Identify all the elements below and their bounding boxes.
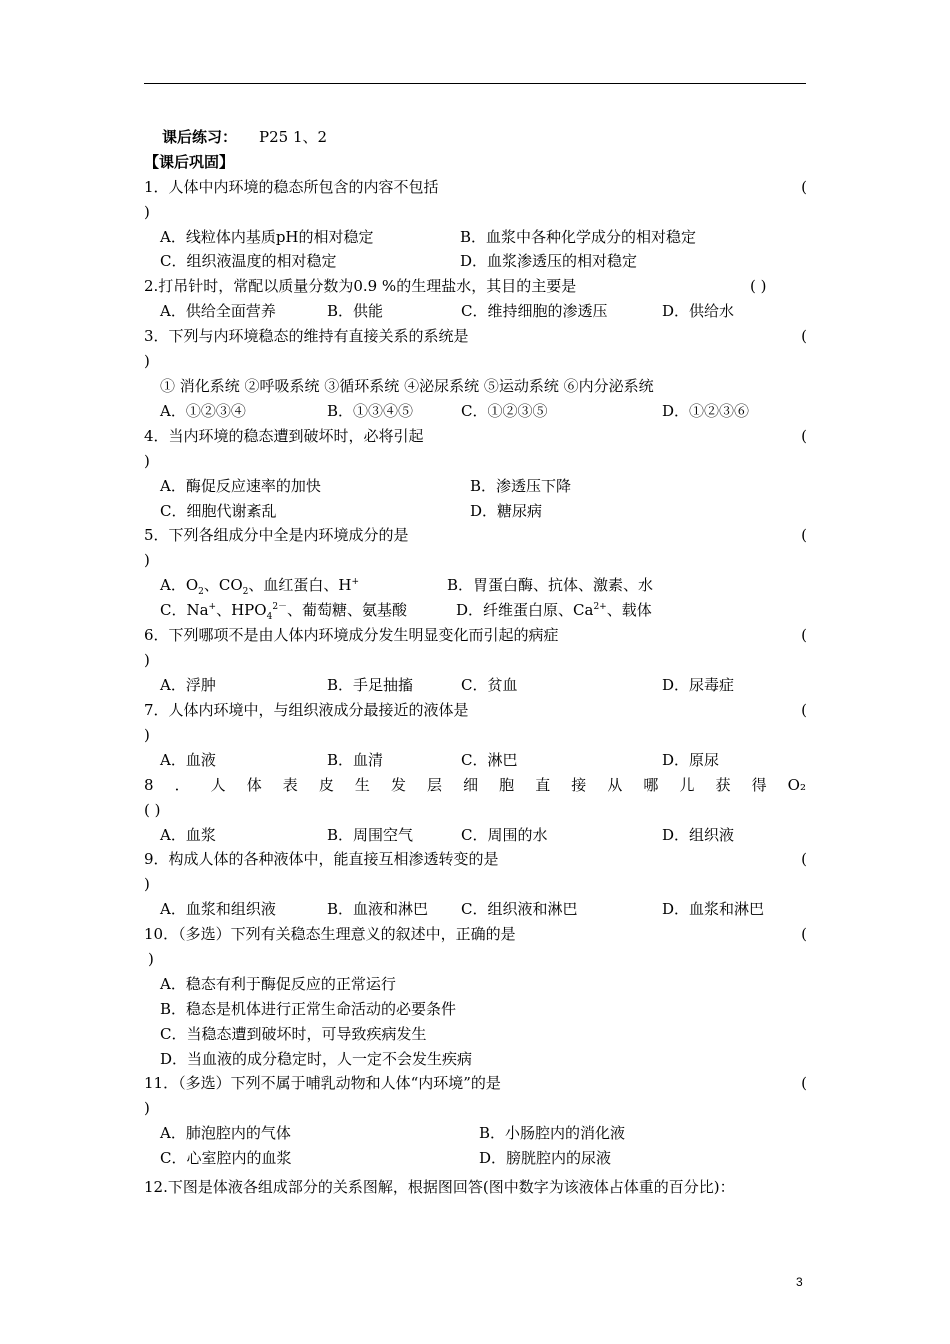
q6-right-paren: ) [144,651,150,669]
q2-option-c: C．维持细胞的渗透压 [461,302,608,320]
q11-right-paren: ) [144,1099,150,1117]
q5-option-a: A．$O_2$、$CO_2$、血红蛋白、H+ [160,576,360,597]
q4-stem: 4．当内环境的稳态遭到破坏时，必将引起 [144,427,424,445]
q4-option-d: D．糖尿病 [470,502,543,520]
q2-option-a: A．供给全面营养 [160,302,276,320]
q8-paren: ( ) [144,801,161,819]
q11-option-b: B．小肠腔内的消化液 [479,1124,626,1142]
q1-option-b: B．血浆中各种化学成分的相对稳定 [460,228,697,246]
q9-stem: 9．构成人体的各种液体中，能直接互相渗透转变的是 [144,850,499,868]
q11-stem: 11．（多选）下列不属于哺乳动物和人体“内环境”的是 [144,1074,501,1092]
q6-left-paren: ( [801,626,807,644]
q3-items: ① 消化系统 ②呼吸系统 ③循环系统 ④泌尿系统 ⑤运动系统 ⑥内分泌系统 [160,377,654,395]
q1-option-c: C．组织液温度的相对稳定 [160,252,337,270]
q9-option-b: B．血液和淋巴 [327,900,429,918]
q1-right-paren: ) [144,203,150,221]
q6-option-b: B．手足抽搐 [327,676,414,694]
q7-left-paren: ( [801,701,807,719]
q4-option-c: C．细胞代谢紊乱 [160,502,277,520]
q7-option-a: A．血液 [160,751,216,769]
q5-left-paren: ( [801,526,807,544]
q2-option-d: D．供给水 [662,302,735,320]
q4-option-a: A．酶促反应速率的加快 [160,477,321,495]
section-title: 【课后巩固】 [144,153,235,171]
q11-left-paren: ( [801,1074,807,1092]
q5-stem: 5．下列各组成分中全是内环境成分的是 [144,526,409,544]
q1-option-d: D．血浆渗透压的相对稳定 [460,252,638,270]
q7-option-d: D．原尿 [662,751,720,769]
q3-option-a: A．①②③④ [160,402,246,420]
q10-left-paren: ( [801,925,807,943]
q6-option-d: D．尿毒症 [662,676,735,694]
q7-right-paren: ) [144,726,150,744]
q11-option-c: C．心室腔内的血浆 [160,1149,292,1167]
q5-option-b: B．胃蛋白酶、抗体、激素、水 [447,576,654,594]
q3-option-c: C．①②③⑤ [461,402,548,420]
q12-stem: 12.下图是体液各组成部分的关系图解，根据图回答(图中数字为该液体占体重的百分比)： [144,1178,735,1196]
q10-right-paren: ) [148,950,154,968]
q10-option-c: C．当稳态遭到破坏时，可导致疾病发生 [160,1025,427,1043]
q7-stem: 7．人体内环境中，与组织液成分最接近的液体是 [144,701,469,719]
q3-option-d: D．①②③⑥ [662,402,750,420]
q3-left-paren: ( [801,327,807,345]
q10-stem: 10．（多选）下列有关稳态生理意义的叙述中，正确的是 [144,925,516,943]
q4-right-paren: ) [144,452,150,470]
q7-option-c: C．淋巴 [461,751,518,769]
q8-option-d: D．组织液 [662,826,735,844]
q10-option-d: D．当血液的成分稳定时，人一定不会发生疾病 [160,1050,473,1068]
q8-option-b: B．周围空气 [327,826,414,844]
q3-right-paren: ) [144,352,150,370]
q6-stem: 6．下列哪项不是由人体内环境成分发生明显变化而引起的病症 [144,626,559,644]
q5-right-paren: ) [144,551,150,569]
q5-option-c: C．Na+、$HPO_4^{2-}$、葡萄糖、氨基酸 [160,601,408,622]
q11-option-d: D．膀胱腔内的尿液 [479,1149,612,1167]
q9-left-paren: ( [801,850,807,868]
q9-option-a: A．血浆和组织液 [160,900,276,918]
q10-option-a: A．稳态有利于酶促反应的正常运行 [160,975,396,993]
heading-ref: P25 1、2 [259,128,328,146]
q8-option-c: C．周围的水 [461,826,548,844]
q4-left-paren: ( [801,427,807,445]
q1-stem: 1．人体中内环境的稳态所包含的内容不包括 [144,178,439,196]
q1-left-paren: ( [801,178,807,196]
q6-option-a: A．浮肿 [160,676,216,694]
q2-paren: ( ) [750,277,767,295]
q4-option-b: B．渗透压下降 [470,477,572,495]
q1-option-a: A．线粒体内基质pH的相对稳定 [160,228,374,246]
q11-option-a: A．肺泡腔内的气体 [160,1124,291,1142]
q8-stem: 8 ． 人 体 表 皮 生 发 层 细 胞 直 接 从 哪 儿 获 得 O₂ [144,776,806,794]
q9-option-c: C．组织液和淋巴 [461,900,578,918]
q2-option-b: B．供能 [327,302,384,320]
q8-option-a: A．血浆 [160,826,216,844]
q10-option-b: B．稳态是机体进行正常生命活动的必要条件 [160,1000,457,1018]
q3-option-b: B．①③④⑤ [327,402,414,420]
q9-right-paren: ) [144,875,150,893]
q7-option-b: B．血清 [327,751,384,769]
q2-stem: 2.打吊针时，常配以质量分数为0.9 %的生理盐水，其目的主要是 [144,277,577,295]
header-rule [144,83,806,84]
q5-option-d: D．纤维蛋白原、$Ca^{2+}$、载体 [456,601,652,619]
page-number: 3 [796,1275,803,1289]
q9-option-d: D．血浆和淋巴 [662,900,765,918]
heading-label: 课后练习： [162,128,238,146]
q3-stem: 3．下列与内环境稳态的维持有直接关系的系统是 [144,327,469,345]
q6-option-c: C．贫血 [461,676,518,694]
